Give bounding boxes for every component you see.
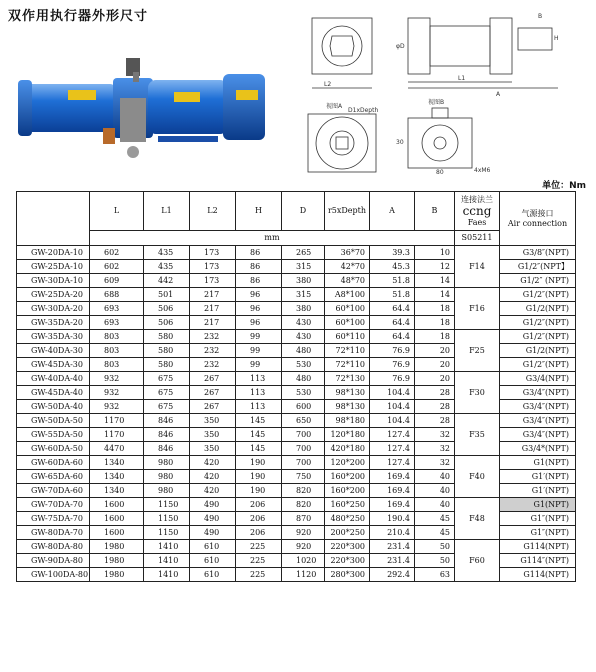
cell-air: G1″(NPT): [500, 512, 576, 526]
cell-b: 20: [415, 358, 455, 372]
cell-b: 14: [415, 288, 455, 302]
label-m6: 4xM6: [474, 167, 491, 174]
cell-h: 113: [236, 400, 282, 414]
cell-h: 145: [236, 414, 282, 428]
cell-l: 688: [90, 288, 144, 302]
cell-model: GW-75DA-70: [17, 512, 90, 526]
cell-l1: 501: [144, 288, 190, 302]
dimension-drawings: [296, 4, 592, 176]
table-row: [17, 246, 576, 260]
header-l1: L1: [144, 192, 190, 231]
cell-b: 40: [415, 498, 455, 512]
header-a: A: [370, 192, 415, 231]
cell-d: 750: [282, 470, 325, 484]
cell-depth: 36*70: [325, 246, 370, 260]
cell-depth: A8*100: [325, 288, 370, 302]
cell-b: 12: [415, 260, 455, 274]
cell-l1: 506: [144, 316, 190, 330]
cell-l2: 350: [190, 442, 236, 456]
cell-air: G1/2″(NPT): [500, 316, 576, 330]
cell-flange: F25: [455, 330, 500, 372]
cell-a: 45.3: [370, 260, 415, 274]
cell-model: GW-45DA-30: [17, 358, 90, 372]
cell-l1: 1410: [144, 568, 190, 582]
label-b: B: [538, 13, 543, 20]
cell-b: 50: [415, 540, 455, 554]
cell-air: G1″(NPT): [500, 526, 576, 540]
cell-l: 803: [90, 358, 144, 372]
label-d1: D1xDepth: [348, 107, 379, 114]
cell-l: 602: [90, 260, 144, 274]
cell-d: 315: [282, 288, 325, 302]
cell-model: GW-100DA-80: [17, 568, 90, 582]
cell-model: GW-20DA-10: [17, 246, 90, 260]
cell-b: 45: [415, 526, 455, 540]
label-view-b: 视图B: [428, 99, 445, 106]
header-l: L: [90, 192, 144, 231]
cell-b: 32: [415, 456, 455, 470]
cell-l2: 420: [190, 484, 236, 498]
cell-h: 206: [236, 498, 282, 512]
cell-l1: 506: [144, 302, 190, 316]
cell-air: G3/4″(NPT): [500, 414, 576, 428]
cell-b: 20: [415, 372, 455, 386]
cell-l: 1980: [90, 540, 144, 554]
cell-d: 700: [282, 456, 325, 470]
cell-a: 127.4: [370, 442, 415, 456]
cell-model: GW-70DA-60: [17, 484, 90, 498]
cell-l2: 420: [190, 456, 236, 470]
table-row: [17, 288, 576, 302]
cell-d: 480: [282, 344, 325, 358]
cell-b: 10: [415, 246, 455, 260]
cell-depth: 220*300: [325, 540, 370, 554]
cell-l1: 846: [144, 442, 190, 456]
cell-d: 265: [282, 246, 325, 260]
cell-air: G114(NPT): [500, 540, 576, 554]
header-mm: mm: [90, 231, 455, 246]
cell-flange: F48: [455, 498, 500, 540]
cell-air: G3/4*(NPT): [500, 442, 576, 456]
cell-air: G114″(NPT): [500, 554, 576, 568]
header-air-line1: 气源接口: [521, 208, 554, 218]
page-title: 双作用执行器外形尺寸: [8, 9, 149, 24]
cell-a: 169.4: [370, 470, 415, 484]
header-flange-line2: ccng: [462, 203, 492, 218]
cell-l2: 350: [190, 414, 236, 428]
cell-air: G3/4(NPT): [500, 372, 576, 386]
cell-l: 1600: [90, 512, 144, 526]
header-flange: [455, 192, 500, 231]
cell-d: 480: [282, 372, 325, 386]
cell-l: 803: [90, 344, 144, 358]
table-row: [17, 456, 576, 470]
cell-d: 650: [282, 414, 325, 428]
cell-air: G1/2(NPT): [500, 344, 576, 358]
cell-a: 64.4: [370, 316, 415, 330]
cell-h: 190: [236, 456, 282, 470]
cell-l2: 420: [190, 470, 236, 484]
cell-depth: 280*300: [325, 568, 370, 582]
cell-a: 104.4: [370, 414, 415, 428]
unit-label: 单位：Nm: [542, 181, 586, 191]
cell-l2: 490: [190, 498, 236, 512]
label-view-a: 视图A: [326, 103, 343, 110]
cell-l2: 267: [190, 400, 236, 414]
cell-h: 145: [236, 428, 282, 442]
cell-depth: 120*180: [325, 428, 370, 442]
cell-l2: 217: [190, 302, 236, 316]
cell-air: G1′(NPT): [500, 484, 576, 498]
cell-air: G3/4″(NPT): [500, 386, 576, 400]
cell-l: 1980: [90, 554, 144, 568]
cell-h: 99: [236, 358, 282, 372]
header-air: [500, 192, 576, 246]
cell-a: 64.4: [370, 302, 415, 316]
cell-d: 380: [282, 274, 325, 288]
cell-b: 50: [415, 554, 455, 568]
cell-a: 76.9: [370, 344, 415, 358]
cell-b: 18: [415, 330, 455, 344]
label-30: 30: [396, 139, 404, 146]
cell-depth: 72*110: [325, 344, 370, 358]
cell-b: 28: [415, 414, 455, 428]
cell-b: 45: [415, 512, 455, 526]
table-row: [17, 414, 576, 428]
cell-l2: 267: [190, 386, 236, 400]
cell-d: 920: [282, 526, 325, 540]
cell-flange: F14: [455, 246, 500, 288]
cell-model: GW-40DA-40: [17, 372, 90, 386]
cell-air: G1/2(NPT): [500, 302, 576, 316]
cell-a: 127.4: [370, 456, 415, 470]
cell-model: GW-80DA-80: [17, 540, 90, 554]
cell-l1: 1150: [144, 512, 190, 526]
cell-l2: 217: [190, 316, 236, 330]
cell-d: 870: [282, 512, 325, 526]
cell-model: GW-60DA-50: [17, 442, 90, 456]
cell-l: 1600: [90, 498, 144, 512]
cell-d: 430: [282, 330, 325, 344]
cell-depth: 160*200: [325, 470, 370, 484]
cell-flange: F35: [455, 414, 500, 456]
cell-l: 1340: [90, 484, 144, 498]
cell-depth: 72*130: [325, 372, 370, 386]
cell-d: 1120: [282, 568, 325, 582]
cell-air: G1(NPT): [500, 456, 576, 470]
cell-b: 18: [415, 302, 455, 316]
cell-depth: 42*70: [325, 260, 370, 274]
cell-a: 76.9: [370, 372, 415, 386]
cell-depth: 160*250: [325, 498, 370, 512]
cell-depth: 220*300: [325, 554, 370, 568]
cell-l1: 1150: [144, 526, 190, 540]
cell-l1: 580: [144, 330, 190, 344]
cell-model: GW-25DA-20: [17, 288, 90, 302]
cell-d: 820: [282, 498, 325, 512]
cell-depth: 98*180: [325, 414, 370, 428]
cell-depth: 200*250: [325, 526, 370, 540]
cell-depth: 72*110: [325, 358, 370, 372]
actuator-photo: [8, 50, 270, 162]
cell-l1: 435: [144, 260, 190, 274]
cell-model: GW-30DA-10: [17, 274, 90, 288]
cell-h: 190: [236, 484, 282, 498]
cell-flange: F40: [455, 456, 500, 498]
cell-l1: 980: [144, 456, 190, 470]
cell-l: 1980: [90, 568, 144, 582]
cell-h: 145: [236, 442, 282, 456]
cell-l: 932: [90, 400, 144, 414]
cell-l1: 580: [144, 344, 190, 358]
cell-l: 1170: [90, 414, 144, 428]
cell-depth: 120*200: [325, 456, 370, 470]
cell-l2: 610: [190, 540, 236, 554]
cell-h: 113: [236, 372, 282, 386]
cell-model: GW-35DA-20: [17, 316, 90, 330]
cell-h: 86: [236, 274, 282, 288]
cell-l1: 435: [144, 246, 190, 260]
header-flange-line1: 连接法兰: [461, 194, 493, 204]
cell-depth: 98*130: [325, 386, 370, 400]
cell-flange: F30: [455, 372, 500, 414]
cell-h: 86: [236, 246, 282, 260]
label-d: φD: [396, 43, 405, 50]
cell-depth: 60*100: [325, 316, 370, 330]
table-row: [17, 498, 576, 512]
header-b: B: [415, 192, 455, 231]
cell-a: 104.4: [370, 400, 415, 414]
cell-l2: 610: [190, 554, 236, 568]
cell-b: 40: [415, 470, 455, 484]
table-row: [17, 540, 576, 554]
cell-l1: 846: [144, 414, 190, 428]
cell-flange: F60: [455, 540, 500, 582]
label-h: H: [554, 35, 559, 42]
cell-b: 63: [415, 568, 455, 582]
label-a: A: [496, 91, 501, 98]
cell-depth: 420*180: [325, 442, 370, 456]
cell-l: 4470: [90, 442, 144, 456]
cell-a: 190.4: [370, 512, 415, 526]
cell-h: 206: [236, 512, 282, 526]
cell-l1: 442: [144, 274, 190, 288]
cell-b: 40: [415, 484, 455, 498]
cell-h: 96: [236, 302, 282, 316]
cell-depth: 48*70: [325, 274, 370, 288]
cell-depth: 60*100: [325, 302, 370, 316]
cell-model: GW-30DA-20: [17, 302, 90, 316]
cell-a: 104.4: [370, 386, 415, 400]
cell-air: G3/4″(NPT): [500, 400, 576, 414]
cell-model: GW-65DA-60: [17, 470, 90, 484]
header-l2: L2: [190, 192, 236, 231]
cell-air: G1/2″(NPT): [500, 358, 576, 372]
cell-model: GW-90DA-80: [17, 554, 90, 568]
cell-model: GW-70DA-70: [17, 498, 90, 512]
cell-d: 820: [282, 484, 325, 498]
cell-b: 14: [415, 274, 455, 288]
cell-a: 127.4: [370, 428, 415, 442]
cell-model: GW-50DA-40: [17, 400, 90, 414]
cell-a: 39.3: [370, 246, 415, 260]
cell-l1: 580: [144, 358, 190, 372]
cell-model: GW-40DA-30: [17, 344, 90, 358]
cell-a: 51.8: [370, 274, 415, 288]
cell-a: 76.9: [370, 358, 415, 372]
cell-l1: 675: [144, 400, 190, 414]
cell-l1: 980: [144, 484, 190, 498]
cell-b: 28: [415, 386, 455, 400]
cell-l2: 490: [190, 526, 236, 540]
cell-model: GW-80DA-70: [17, 526, 90, 540]
label-l1: L1: [458, 75, 466, 82]
cell-l1: 675: [144, 372, 190, 386]
cell-air: G3/4″(NPT): [500, 428, 576, 442]
cell-h: 113: [236, 386, 282, 400]
cell-l2: 173: [190, 260, 236, 274]
header-depth: r5xDepth: [325, 192, 370, 231]
cell-d: 700: [282, 428, 325, 442]
cell-d: 920: [282, 540, 325, 554]
cell-l: 803: [90, 330, 144, 344]
cell-l2: 490: [190, 512, 236, 526]
cell-b: 28: [415, 400, 455, 414]
cell-l: 932: [90, 372, 144, 386]
cell-l2: 350: [190, 428, 236, 442]
cell-l: 609: [90, 274, 144, 288]
cell-b: 32: [415, 442, 455, 456]
cell-air: G114(NPT): [500, 568, 576, 582]
cell-d: 430: [282, 316, 325, 330]
cell-a: 292.4: [370, 568, 415, 582]
header-model: [17, 192, 90, 246]
cell-air: G1/2″ (NPT): [500, 274, 576, 288]
label-l2: L2: [324, 81, 332, 88]
cell-model: GW-50DA-50: [17, 414, 90, 428]
cell-model: GW-25DA-10: [17, 260, 90, 274]
cell-d: 530: [282, 386, 325, 400]
table-row: [17, 372, 576, 386]
cell-a: 169.4: [370, 484, 415, 498]
cell-flange: F16: [455, 288, 500, 330]
cell-air: G1(NPT): [500, 498, 576, 512]
label-80: 80: [436, 169, 444, 176]
cell-a: 231.4: [370, 554, 415, 568]
cell-d: 315: [282, 260, 325, 274]
header-d: D: [282, 192, 325, 231]
cell-a: 231.4: [370, 540, 415, 554]
cell-l2: 232: [190, 358, 236, 372]
cell-l: 1340: [90, 456, 144, 470]
cell-a: 169.4: [370, 498, 415, 512]
cell-h: 99: [236, 344, 282, 358]
cell-h: 86: [236, 260, 282, 274]
cell-h: 190: [236, 470, 282, 484]
cell-l2: 173: [190, 246, 236, 260]
cell-model: GW-35DA-30: [17, 330, 90, 344]
cell-b: 20: [415, 344, 455, 358]
cell-l2: 610: [190, 568, 236, 582]
cell-h: 206: [236, 526, 282, 540]
cell-a: 64.4: [370, 330, 415, 344]
cell-b: 18: [415, 316, 455, 330]
cell-air: G1/2″(NPT): [500, 330, 576, 344]
cell-l1: 675: [144, 386, 190, 400]
cell-d: 530: [282, 358, 325, 372]
cell-l1: 1410: [144, 540, 190, 554]
cell-h: 225: [236, 568, 282, 582]
header-flange-std: S05211: [455, 231, 500, 246]
header-h: H: [236, 192, 282, 231]
cell-l: 602: [90, 246, 144, 260]
cell-model: GW-55DA-50: [17, 428, 90, 442]
cell-model: GW-60DA-60: [17, 456, 90, 470]
cell-l1: 980: [144, 470, 190, 484]
cell-b: 32: [415, 428, 455, 442]
cell-l1: 846: [144, 428, 190, 442]
cell-l: 1600: [90, 526, 144, 540]
cell-a: 210.4: [370, 526, 415, 540]
cell-depth: 60*110: [325, 330, 370, 344]
cell-l: 693: [90, 316, 144, 330]
cell-l: 693: [90, 302, 144, 316]
table-row: [17, 330, 576, 344]
cell-h: 225: [236, 540, 282, 554]
dimension-table: [16, 191, 576, 582]
cell-l: 932: [90, 386, 144, 400]
cell-h: 96: [236, 288, 282, 302]
cell-depth: 480*250: [325, 512, 370, 526]
cell-d: 380: [282, 302, 325, 316]
cell-l: 1340: [90, 470, 144, 484]
cell-model: GW-45DA-40: [17, 386, 90, 400]
cell-a: 51.8: [370, 288, 415, 302]
cell-air: G1′(NPT): [500, 470, 576, 484]
cell-l: 1170: [90, 428, 144, 442]
cell-l1: 1150: [144, 498, 190, 512]
cell-air: G3/8″(NPT): [500, 246, 576, 260]
cell-l1: 1410: [144, 554, 190, 568]
cell-l2: 267: [190, 372, 236, 386]
cell-h: 99: [236, 330, 282, 344]
header-air-line2: Air connection: [507, 218, 568, 228]
cell-air: G1/2″(NPT): [500, 288, 576, 302]
cell-d: 1020: [282, 554, 325, 568]
cell-d: 700: [282, 442, 325, 456]
cell-air: G1/2″(NPT】: [500, 260, 576, 274]
cell-depth: 160*200: [325, 484, 370, 498]
cell-d: 600: [282, 400, 325, 414]
cell-l2: 232: [190, 330, 236, 344]
cell-h: 96: [236, 316, 282, 330]
cell-l2: 232: [190, 344, 236, 358]
cell-l2: 173: [190, 274, 236, 288]
cell-h: 225: [236, 554, 282, 568]
cell-l2: 217: [190, 288, 236, 302]
header-flange-line3: Faes: [467, 217, 487, 227]
cell-depth: 98*130: [325, 400, 370, 414]
